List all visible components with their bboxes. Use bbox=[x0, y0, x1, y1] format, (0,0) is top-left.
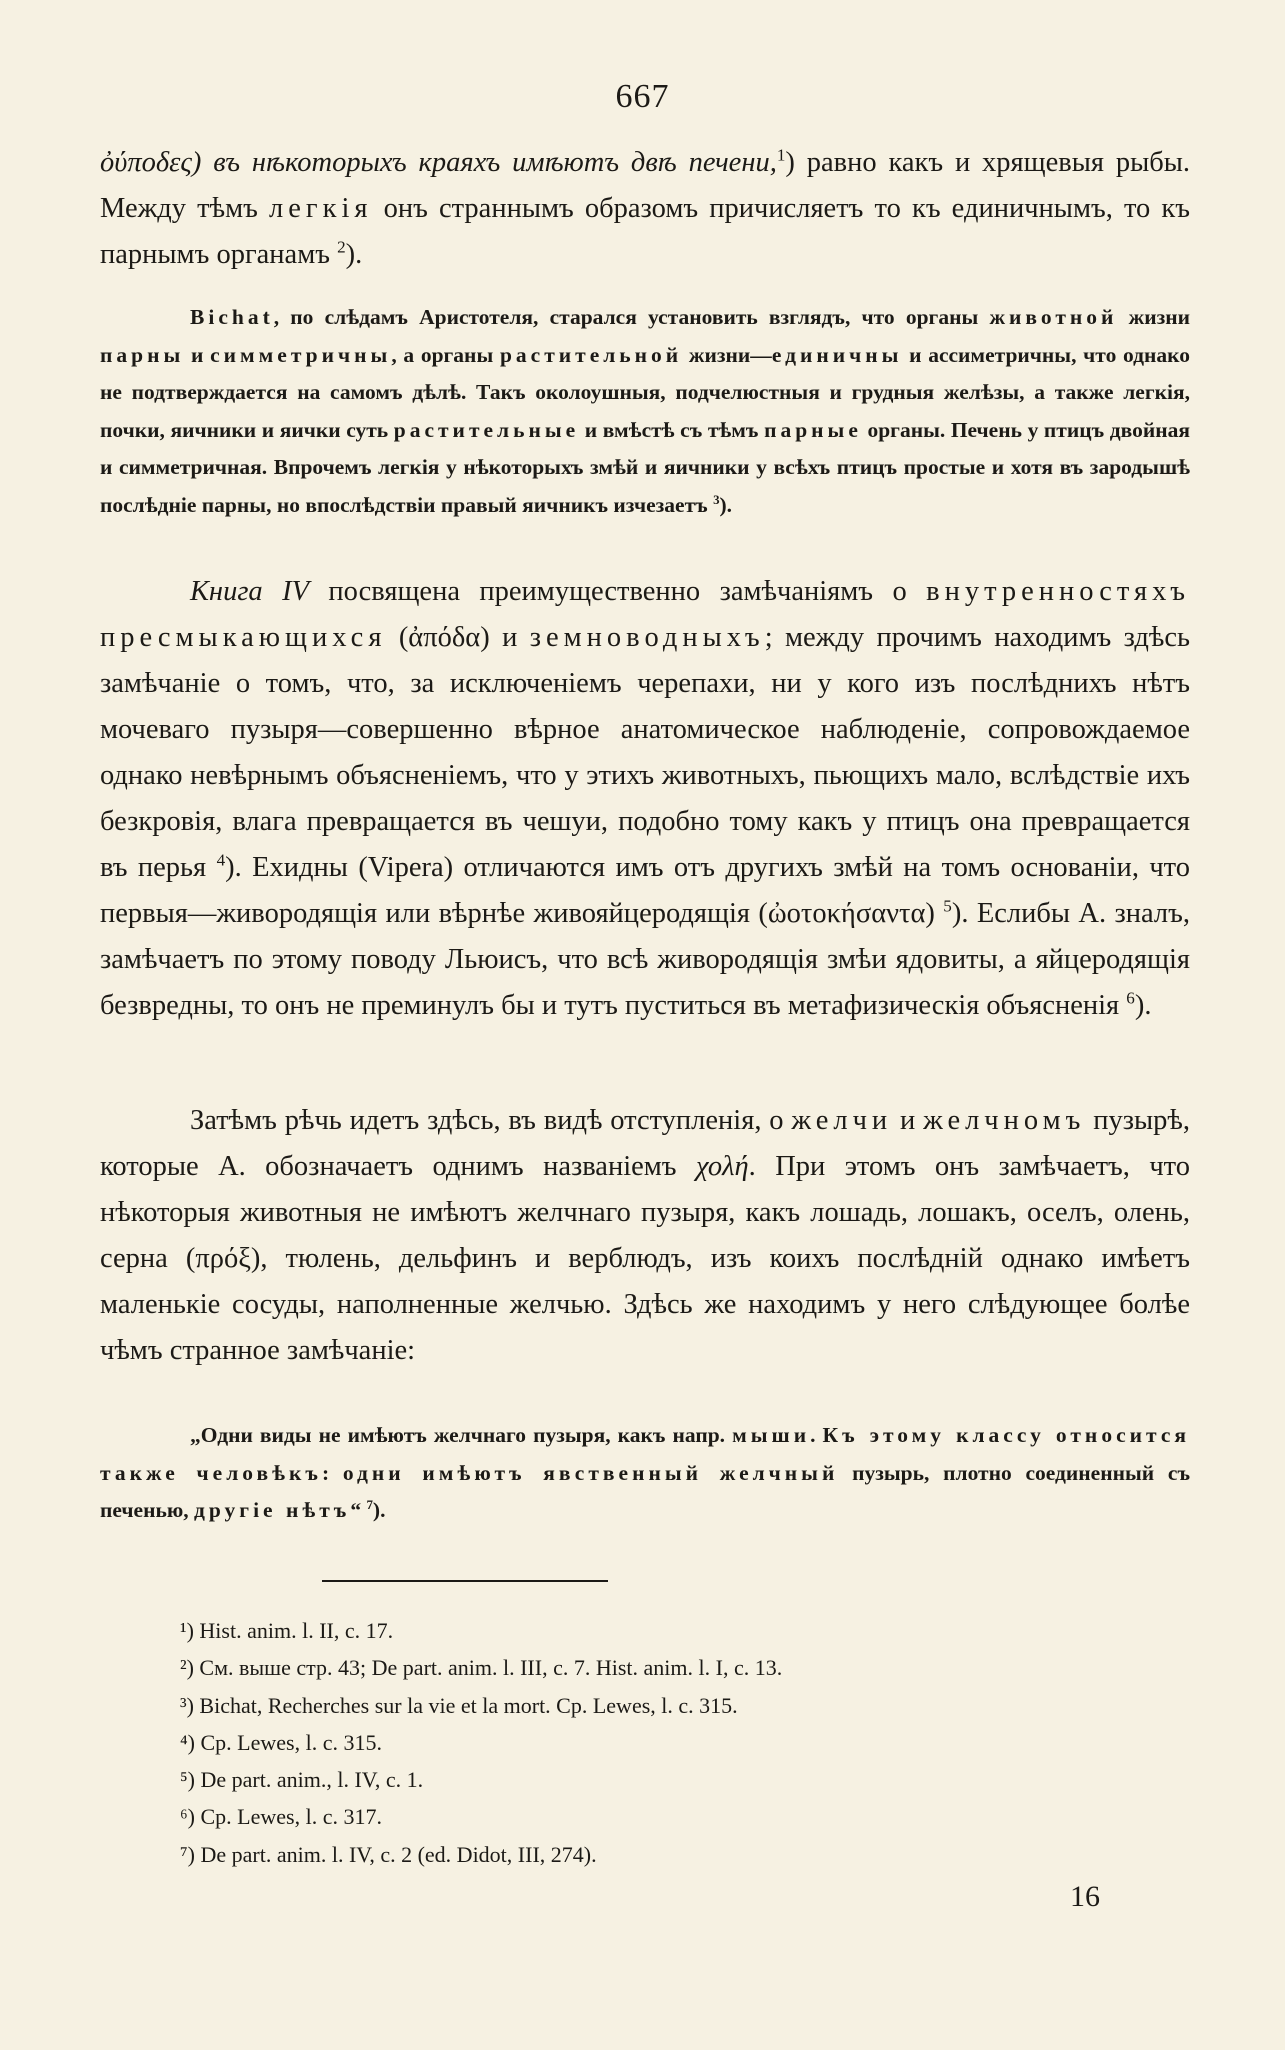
footnote-5: ⁵) De part. anim., l. IV, c. 1. bbox=[180, 1767, 424, 1793]
footnote-divider bbox=[322, 1580, 608, 1582]
footnote-3: ³) Bichat, Recherches sur la vie et la mort. Cp. Lewes, l. c. 315. bbox=[180, 1692, 738, 1718]
footnote-2: ²) См. выше стр. 43; De part. anim. l. III, c. 7. Hist. anim. l. I, c. 13. bbox=[180, 1655, 783, 1681]
signature-mark: 16 bbox=[1070, 1880, 1100, 1913]
footnote-4: ⁴) Cp. Lewes, l. c. 315. bbox=[180, 1729, 382, 1755]
footnote-ref: 1 bbox=[776, 145, 786, 165]
footnotes bbox=[180, 1612, 1080, 1873]
footnote-ref: 5 bbox=[943, 896, 952, 916]
footnote-7: ⁷) De part. anim. l. IV, c. 2 (ed. Didot, III, 274). bbox=[180, 1841, 597, 1867]
quote-paragraph: „Одни виды не имѣютъ желчнаго пузыря, какъ напр. мыши. Къ этому классу относится также человѣкъ: одни имѣютъ явственный желчный пузырь, плотно соединенный съ печенью, другіе нѣтъ“ $^7$). bbox=[100, 1423, 1190, 1522]
footnote-ref: 3 bbox=[713, 492, 720, 507]
paragraph-3: Книга IV посвящена преимущественно замѣчаніямъ о внутренностяхъ пресмыкающихся (ἀπόδα) и земноводныхъ; между прочимъ находимъ здѣсь замѣчаніе о томъ, что, за исключеніемъ черепахи, ни у кого изъ послѣднихъ нѣтъ мочеваго пузыря—совершенно вѣрное анатомическое наблюденіе, сопровождаемое однако невѣрнымъ объясненіемъ, что у этихъ животныхъ, пьющихъ мало, вслѣдствіе ихъ безкровія, влага превращается въ чешуи, подобно тому какъ у птицъ она превращается въ перья $^4$). Ехидны (Vipera) отличаются имъ отъ другихъ змѣй на томъ основаніи, что первыя—живородящія или вѣрнѣе живояйцеродящія (ὠοτοκήσαντα) $^5$). Еслибы А. зналъ, замѣчаетъ по этому поводу Льюисъ, что всѣ живородящія змѣи ядовиты, а яйцеродящія безвредны, то онъ не преминулъ бы и тутъ пуститься въ метафизическія объясненія $^6$). bbox=[100, 576, 1191, 1021]
footnote-ref: 7 bbox=[366, 1497, 373, 1512]
footnote-1: ¹) Hist. anim. l. II, c. 17. bbox=[180, 1618, 394, 1643]
paragraph-2-small: Bichat, по слѣдамъ Аристотеля, старался установить взглядъ, что органы животной жизни парны и симметричны, а органы растительной жизни—единичны и ассиметричны, что однако не подтверждается на самомъ дѣлѣ. Такъ околоушныя, подчелюстныя и грудныя желѣзы, а также легкія, почки, яичники и яички суть растительные и вмѣстѣ съ тѣмъ парные органы. Печень у птицъ двойная и симметричная. Впрочемъ легкія у нѣкоторыхъ змѣй и яичники у всѣхъ птицъ простые и хотя въ зародышѣ послѣдніе парны, но впослѣдствіи правый яичникъ изчезаетъ $^3$). bbox=[100, 305, 1191, 517]
footnote-ref: 2 bbox=[337, 237, 346, 257]
footnote-ref: 6 bbox=[1126, 988, 1135, 1008]
paragraph-1: ὀύποδες) въ нѣкоторыхъ краяхъ имѣютъ двѣ печени,$^1$) равно какъ и хрящевыя рыбы. Между тѣмъ легкія онъ страннымъ образомъ причисляетъ то къ единичнымъ, то къ парнымъ органамъ $^2$). bbox=[100, 145, 1191, 270]
footnote-ref: 4 bbox=[216, 850, 226, 870]
footnote-6: ⁶) Cp. Lewes, l. c. 317. bbox=[180, 1804, 382, 1830]
page-number: 667 bbox=[615, 78, 670, 115]
book-title: Книга IV bbox=[190, 576, 309, 607]
paragraph-4: Затѣмъ рѣчь идетъ здѣсь, въ видѣ отступленія, о желчи и желчномъ пузырѣ, которые А. обозначаетъ однимъ названіемъ χολή. При этомъ онъ замѣчаетъ, что нѣкоторыя животныя не имѣютъ желчнаго пузыря, какъ лошадь, лошакъ, оселъ, олень, серна (πρόξ), тюлень, дельфинъ и верблюдъ, изъ коихъ послѣдній однако имѣетъ маленькіе сосуды, наполненные желчью. Здѣсь же находимъ у него слѣдующее болѣе чѣмъ странное замѣчаніе: bbox=[100, 1105, 1190, 1366]
